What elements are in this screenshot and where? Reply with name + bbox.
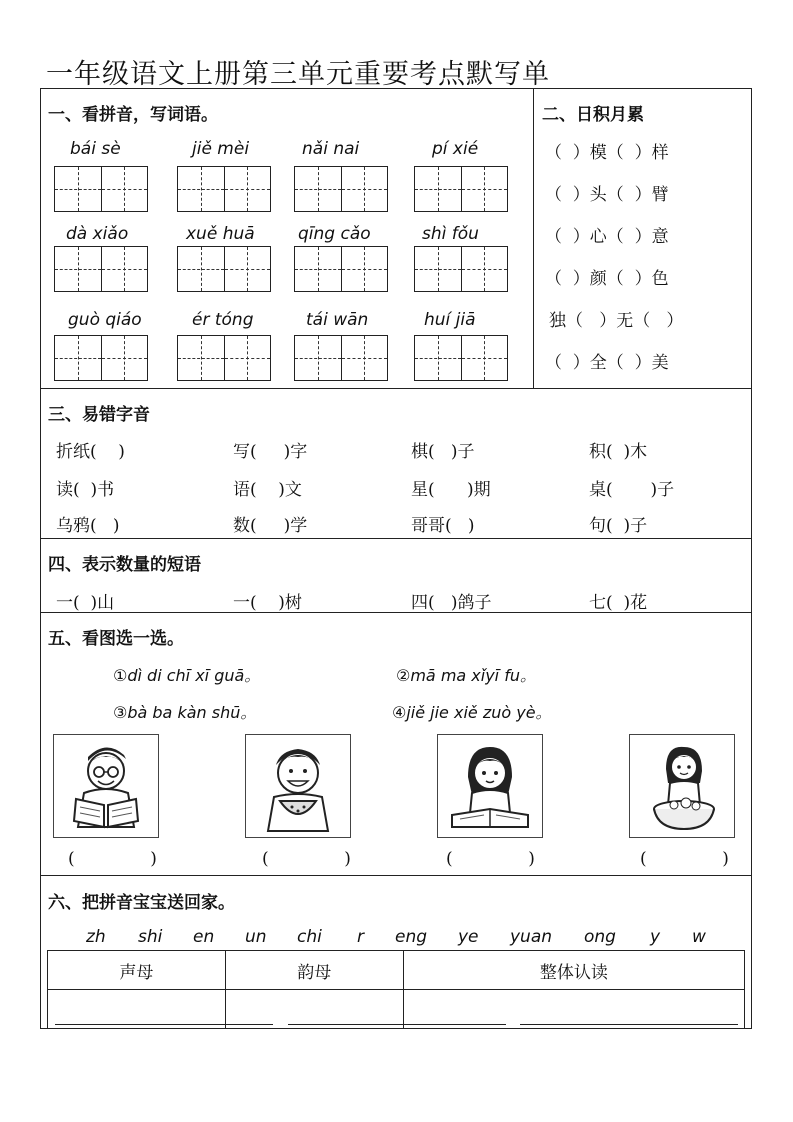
pinyin-label: pí xié [432, 139, 479, 159]
writing-grid[interactable] [414, 166, 508, 212]
pinyin-label: qīng cǎo [298, 224, 371, 244]
fill-item[interactable]: 写( )字 [233, 442, 308, 462]
syllable: shi [138, 927, 163, 947]
answer-blank[interactable]: ( ) [446, 849, 535, 869]
section-3-heading: 三、易错字音 [48, 405, 150, 425]
section-2-heading: 二、日积月累 [542, 105, 644, 125]
fill-item[interactable]: 读( )书 [56, 480, 115, 500]
idiom-fill[interactable]: （ ）颜（ ）色 [545, 269, 669, 289]
syllable: en [193, 927, 215, 947]
writing-grid[interactable] [294, 166, 388, 212]
writing-grid[interactable] [177, 246, 271, 292]
option-3: ③bà ba kàn shū。 [113, 703, 257, 722]
pinyin-label: dà xiǎo [66, 224, 129, 244]
syllable: chi [297, 927, 322, 947]
answer-blank[interactable]: ( ) [262, 849, 351, 869]
section-1-heading: 一、看拼音，写词语。 [48, 105, 218, 125]
column-header: 韵母 [225, 951, 403, 990]
syllable: eng [395, 927, 428, 947]
option-2: ②mā ma xǐyī fu。 [396, 666, 536, 685]
idiom-fill[interactable]: （ ）全（ ）美 [545, 353, 669, 373]
fill-item[interactable]: 七( )花 [589, 593, 648, 613]
pinyin-label: ér tóng [192, 310, 254, 330]
reading-boy-picture [53, 734, 159, 838]
syllable: zh [86, 927, 106, 947]
writing-grid[interactable] [414, 246, 508, 292]
fill-item[interactable]: 桌( )子 [589, 480, 675, 500]
idiom-fill[interactable]: （ ）模（ ）样 [545, 143, 669, 163]
pinyin-label: guò qiáo [68, 310, 142, 330]
idiom-fill[interactable]: （ ）头（ ）臂 [545, 185, 669, 205]
fill-item[interactable]: 棋( )子 [411, 442, 475, 462]
writing-grid[interactable] [294, 246, 388, 292]
option-4: ④jiě jie xiě zuò yè。 [392, 703, 552, 722]
writing-grid[interactable] [177, 335, 271, 381]
answer-line [288, 1024, 506, 1025]
divider [40, 875, 752, 876]
writing-grid[interactable] [54, 335, 148, 381]
answer-blank[interactable]: ( ) [640, 849, 729, 869]
answer-line [520, 1024, 738, 1025]
fill-item[interactable]: 句( )子 [589, 516, 648, 536]
divider [40, 538, 752, 539]
pinyin-label: huí jiā [424, 310, 476, 330]
section-5-heading: 五、看图选一选。 [48, 629, 184, 649]
answer-blank[interactable]: ( ) [68, 849, 157, 869]
fill-item[interactable]: 乌鸦( ) [56, 516, 120, 536]
fill-item[interactable]: 折纸( ) [56, 442, 125, 462]
pinyin-label: tái wān [306, 310, 369, 330]
fill-item[interactable]: 数( )学 [233, 516, 308, 536]
syllable: un [245, 927, 267, 947]
pinyin-label: shì fǒu [422, 224, 479, 244]
writing-grid[interactable] [54, 166, 148, 212]
syllable: y [650, 927, 661, 947]
fill-item[interactable]: 一( )树 [233, 593, 302, 613]
pinyin-label: xuě huā [186, 224, 255, 244]
syllable: ong [584, 927, 616, 947]
fill-item[interactable]: 语( )文 [233, 480, 302, 500]
fill-item[interactable]: 哥哥( ) [411, 516, 475, 536]
idiom-fill[interactable]: 独（ ）无（ ） [549, 311, 684, 331]
syllable: r [357, 927, 364, 947]
answer-cell[interactable] [403, 990, 744, 1029]
syllable: ye [458, 927, 479, 947]
divider [533, 88, 534, 388]
writing-grid[interactable] [294, 335, 388, 381]
watermelon-boy-picture [245, 734, 351, 838]
syllable: w [692, 927, 706, 947]
writing-grid[interactable] [54, 246, 148, 292]
writing-grid[interactable] [177, 166, 271, 212]
column-header: 整体认读 [403, 951, 744, 990]
answer-cell[interactable] [225, 990, 403, 1029]
washing-mother-picture [629, 734, 735, 838]
answer-line [55, 1024, 273, 1025]
writing-grid[interactable] [414, 335, 508, 381]
fill-item[interactable]: 星( )期 [411, 480, 491, 500]
fill-item[interactable]: 一( )山 [56, 593, 115, 613]
divider [40, 388, 752, 389]
column-header: 声母 [48, 951, 226, 990]
homework-girl-picture [437, 734, 543, 838]
idiom-fill[interactable]: （ ）心（ ）意 [545, 227, 669, 247]
option-1: ①dì di chī xī guā。 [113, 666, 261, 685]
answer-cell[interactable] [48, 990, 226, 1029]
fill-item[interactable]: 积( )木 [589, 442, 648, 462]
syllable: yuan [510, 927, 553, 947]
page-title: 一年级语文上册第三单元重要考点默写单 [46, 59, 550, 90]
section-4-heading: 四、表示数量的短语 [48, 555, 201, 575]
pinyin-label: bái sè [70, 139, 121, 159]
sort-table [47, 950, 745, 1029]
pinyin-label: nǎi nai [302, 139, 360, 159]
section-6-heading: 六、把拼音宝宝送回家。 [48, 893, 235, 913]
fill-item[interactable]: 四( )鸽子 [411, 593, 492, 613]
pinyin-label: jiě mèi [192, 139, 250, 159]
